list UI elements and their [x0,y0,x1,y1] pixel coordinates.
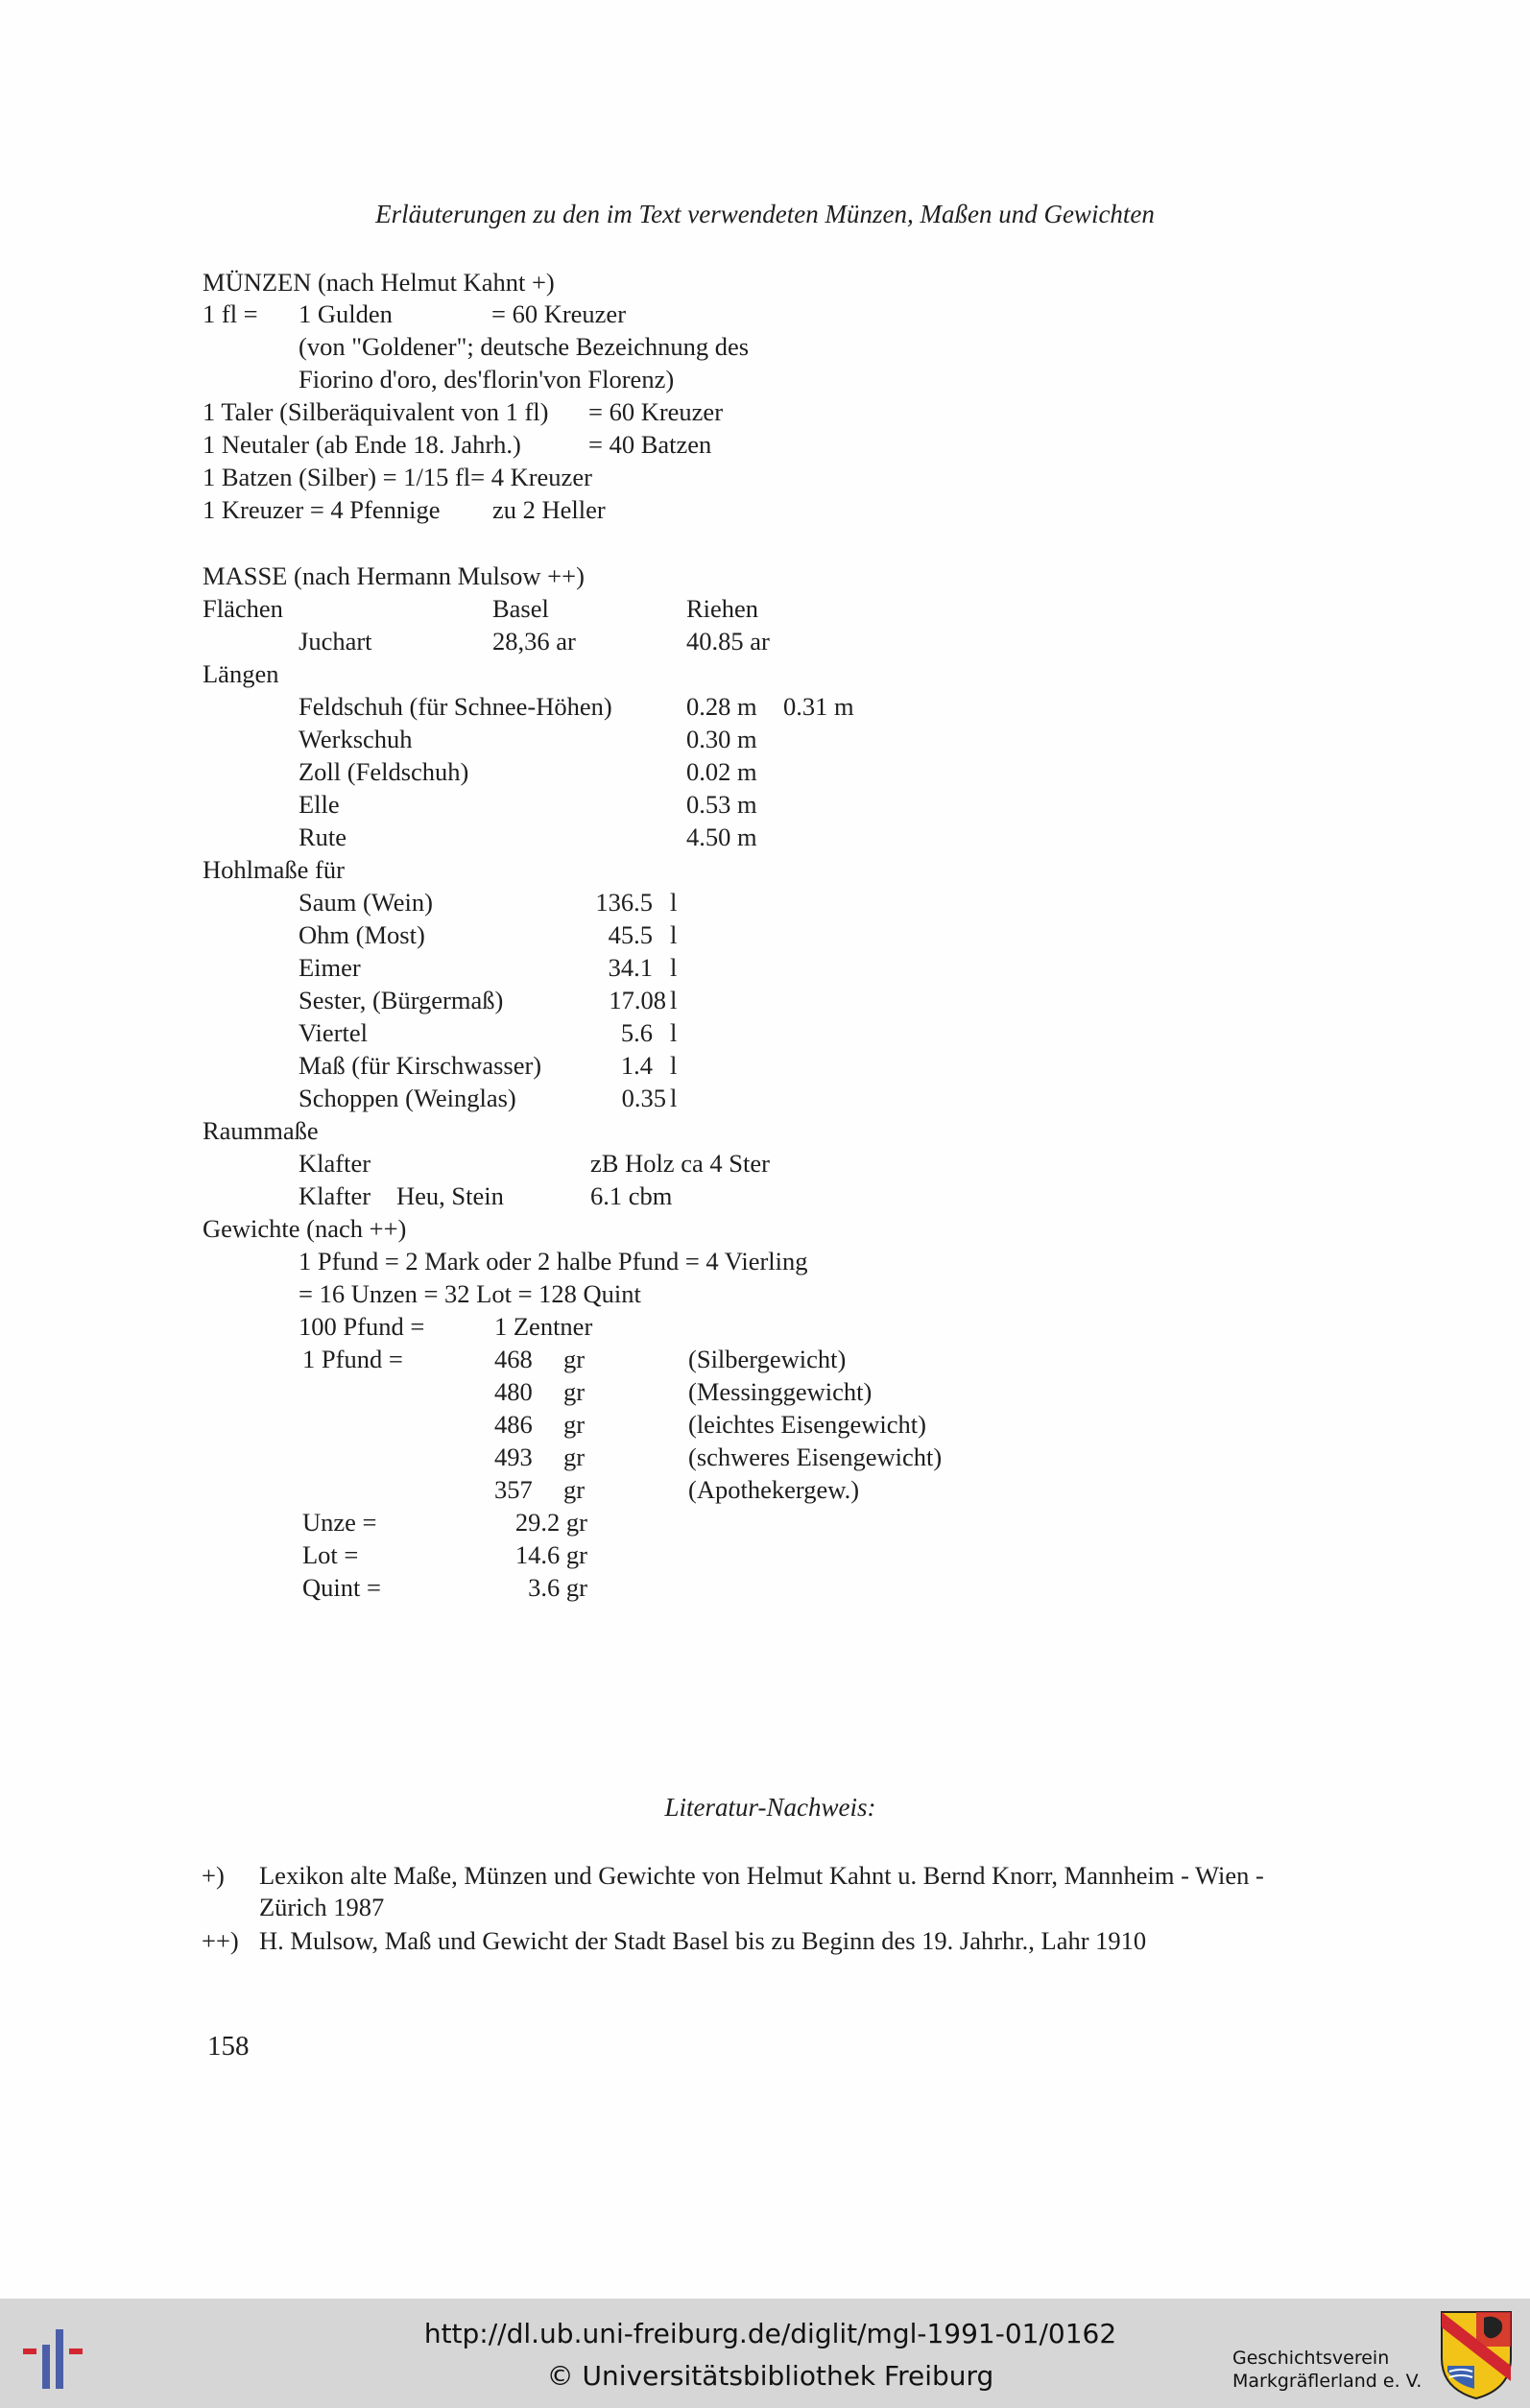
hohl-row-value: 0.35 [621,1084,666,1112]
footer-bar [0,2299,1530,2408]
hohl-row-unit: l [670,1051,678,1080]
reference-2-mark: ++) [202,1926,239,1955]
juchart-riehen: 40.85 ar [686,627,770,656]
hohl-row-value: 34.1 [608,953,653,982]
juchart-basel: 28,36 ar [492,627,576,656]
pfund-row-unit: gr [563,1377,586,1406]
raum-row-2-name: Klafter [299,1181,371,1210]
page-title: Erläuterungen zu den im Text verwendeten Münzen, Maßen und Gewichten [375,200,1155,228]
reference-2 [202,1925,1334,1957]
muenzen-line-6: 1 Batzen (Silber) = 1/15 fl= 4 Kreuzer [203,463,592,491]
pfund-row-unit: gr [563,1410,586,1439]
muenzen-line-1a: 1 fl = [203,299,258,328]
reference-2-text: H. Mulsow, Maß und Gewicht der Stadt Basel bis zu Beginn des 19. Jahrhr., Lahr 1910 [259,1926,1147,1955]
hohl-row-unit: l [670,920,678,949]
laengen-row-name: Werkschuh [299,725,413,753]
pfund-row-value: 493 [494,1442,533,1471]
muenzen-line-2: (von "Goldener"; deutsche Bezeichnung des [299,332,750,361]
muenzen-line-7b: zu 2 Heller [492,495,606,524]
pfund-row-value: 486 [494,1410,533,1439]
laengen-row-value-2: 0.31 m [783,692,854,721]
hohl-row-value: 1.4 [620,1051,653,1080]
small-weight-name: Quint = [302,1573,381,1602]
reference-1-text: Lexikon alte Maße, Münzen und Gewichte von Helmut Kahnt u. Bernd Knorr, Mannheim - Wien - Zürich 1987 [259,1861,1264,1921]
masse-heading: MASSE (nach Hermann Mulsow ++) [203,561,585,590]
society-name [1232,2347,1422,2393]
muenzen-line-3: Fiorino d'oro, des'florin'von Florenz) [299,365,675,393]
hohl-row-unit: l [670,986,678,1014]
small-weight-name: Lot = [302,1540,359,1569]
coat-of-arms-icon [1438,2308,1515,2400]
laengen-row-value: 0.53 m [686,790,757,819]
hohl-row-unit: l [670,1084,678,1112]
muenzen-heading: MÜNZEN (nach Helmut Kahnt +) [203,268,555,297]
society-line-1: Geschichtsverein [1232,2348,1390,2369]
reference-1-mark: +) [202,1861,225,1890]
hohl-row-name: Sester, (Bürgermaß) [299,986,504,1014]
muenzen-line-1b: 1 Gulden [299,299,393,328]
muenzen-line-5a: 1 Neutaler (ab Ende 18. Jahrh.) [203,430,521,459]
footer-copyright: © Universitätsbibliothek Freiburg [546,2360,994,2392]
hohl-row-value: 45.5 [608,920,653,949]
pfund-row-unit: gr [563,1345,586,1373]
laengen-row-value: 4.50 m [686,823,757,851]
small-weight-value: 3.6 gr [528,1573,587,1602]
hohl-row-unit: l [670,953,678,982]
gewichte-line-1: 1 Pfund = 2 Mark oder 2 halbe Pfund = 4 Vierling [299,1247,808,1276]
hohl-row-name: Viertel [299,1018,368,1047]
muenzen-line-4b: = 60 Kreuzer [588,397,724,426]
pfund-row-unit: gr [563,1475,586,1504]
muenzen-line-5b: = 40 Batzen [588,430,712,459]
small-weight-name: Unze = [302,1508,377,1537]
hohl-row-name: Ohm (Most) [299,920,425,949]
gewichte-line-2: = 16 Unzen = 32 Lot = 128 Quint [299,1279,641,1308]
raum-row-2-value: 6.1 cbm [590,1181,673,1210]
laengen-row-value: 0.28 m [686,692,757,721]
laengen-row-value: 0.30 m [686,725,757,753]
footer-url-link[interactable]: http://dl.ub.uni-freiburg.de/diglit/mgl-1991-01/0162 [423,2318,1117,2349]
hohlmasse-label: Hohlmaße für [203,855,345,884]
pfund-row-note: (schweres Eisengewicht) [688,1442,943,1471]
page-number: 158 [207,2031,250,2062]
raummasse-label: Raummaße [203,1116,319,1145]
hohl-row-value: 5.6 [620,1018,653,1047]
laengen-row-name: Rute [299,823,347,851]
hohl-row-name: Schoppen (Weinglas) [299,1084,516,1112]
juchart-label: Juchart [299,627,372,656]
pfund-row-note: (Silbergewicht) [688,1345,847,1373]
riehen-column-header: Riehen [686,594,759,623]
pfund-row-value: 468 [494,1345,533,1373]
muenzen-line-4a: 1 Taler (Silberäquivalent von 1 fl) [203,397,549,426]
pfund-row-note: (Messinggewicht) [688,1377,873,1406]
laengen-row-name: Feldschuh (für Schnee-Höhen) [299,692,612,721]
reference-1 [202,1860,1334,1923]
literatur-title: Literatur-Nachweis: [664,1793,876,1822]
society-line-2: Markgräflerland e. V. [1232,2371,1422,2392]
laengen-label: Längen [203,659,279,688]
small-weight-value: 14.6 gr [514,1540,587,1569]
pfund-row-value: 480 [494,1377,533,1406]
raum-row-1-name: Klafter [299,1149,371,1178]
gewichte-heading: Gewichte (nach ++) [203,1214,407,1243]
hohl-row-name: Saum (Wein) [299,888,433,917]
gewichte-line-3a: 100 Pfund = [299,1312,425,1341]
pfund-row-note: (leichtes Eisengewicht) [688,1410,926,1439]
hohl-row-name: Eimer [299,953,361,982]
laengen-row-name: Elle [299,790,340,819]
laengen-row-value: 0.02 m [686,757,757,786]
basel-column-header: Basel [492,594,549,623]
flaechen-label: Flächen [203,594,283,623]
pfund-row-note: (Apothekergew.) [688,1475,860,1504]
laengen-row-name: Zoll (Feldschuh) [299,757,469,786]
hohl-row-unit: l [670,888,678,917]
hohl-row-value: 17.08 [609,986,666,1014]
hohl-row-unit: l [670,1018,678,1047]
raum-row-1-value: zB Holz ca 4 Ster [590,1149,770,1178]
muenzen-line-1c: = 60 Kreuzer [491,299,627,328]
gewichte-line-3b: 1 Zentner [494,1312,593,1341]
hohl-row-name: Maß (für Kirschwasser) [299,1051,542,1080]
hohl-row-value: 136.5 [595,888,653,917]
pfund-row-value: 357 [494,1475,533,1504]
pfund-row-unit: gr [563,1442,586,1471]
raum-row-2-detail: Heu, Stein [396,1181,504,1210]
muenzen-line-7a: 1 Kreuzer = 4 Pfennige [203,495,441,524]
small-weight-value: 29.2 gr [514,1508,587,1537]
pfund-label: 1 Pfund = [302,1345,403,1373]
